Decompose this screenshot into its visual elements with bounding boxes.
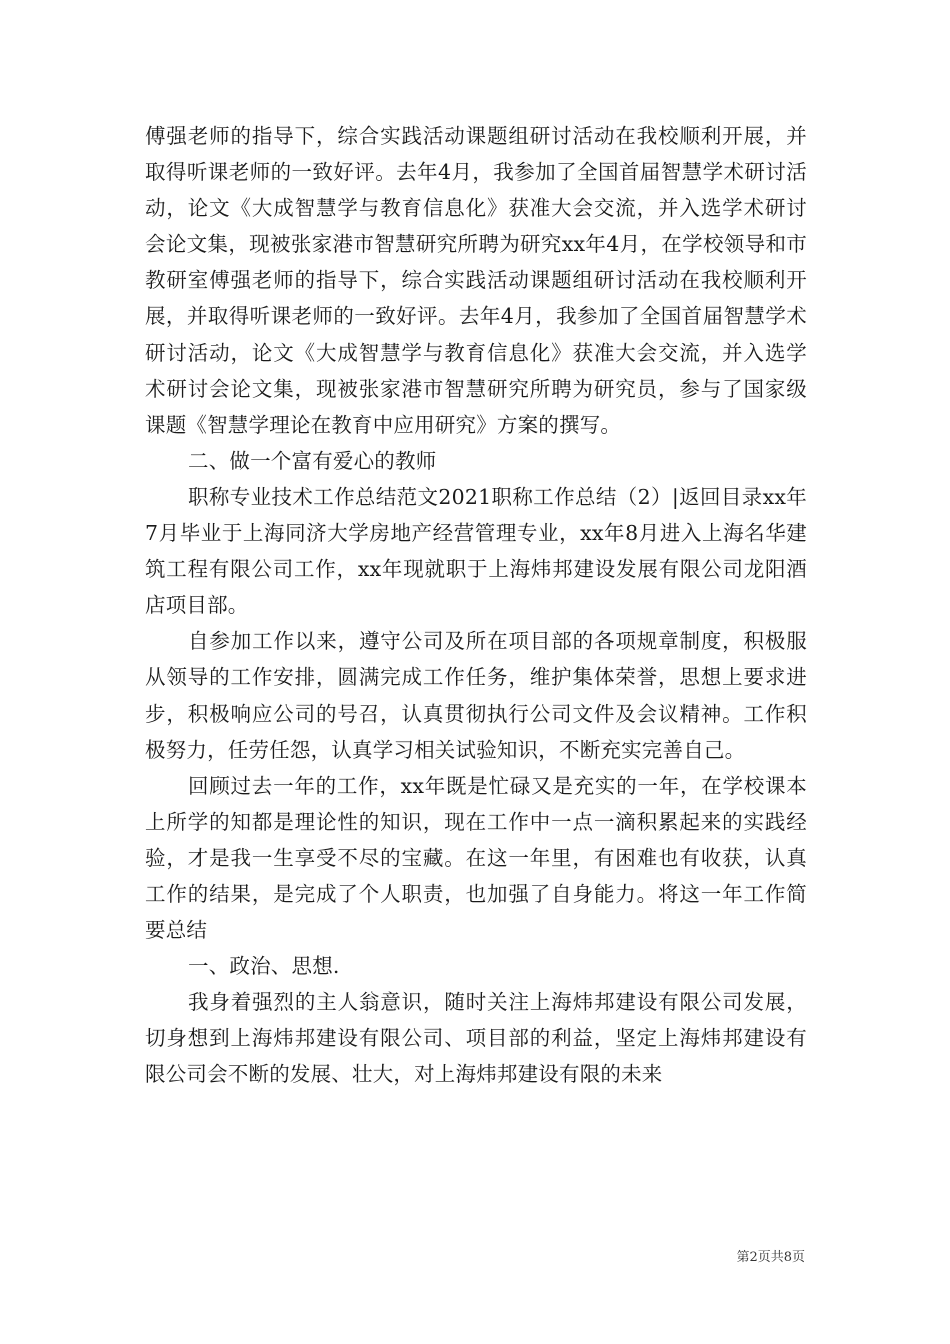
page-number: 第2页共8页	[736, 1250, 805, 1265]
document-body	[145, 118, 807, 1093]
paragraph-7: 我身着强烈的主人翁意识，随时关注上海炜邦建设有限公司发展，切身想到上海炜邦建设有限公司、项目部的利益，坚定上海炜邦建设有限公司会不断的发展、壮大，对上海炜邦建设有限的未来	[145, 990, 807, 1087]
paragraph-4: 自参加工作以来，遵守公司及所在项目部的各项规章制度，积极服从领导的工作安排，圆满完成工作任务，维护集体荣誉，思想上要求进步，积极响应公司的号召，认真贯彻执行公司文件及会议精神。工作积极努力，任劳任怨，认真学习相关试验知识，不断充实完善自己。	[145, 629, 807, 762]
paragraph-3: 职称专业技术工作总结范文2021职称工作总结（2）|返回目录xx年7月毕业于上海同济大学房地产经营管理专业，xx年8月进入上海名华建筑工程有限公司工作，xx年现就职于上海炜邦建设发展有限公司龙阳酒店项目部。	[145, 484, 807, 618]
section-heading-2: 二、做一个富有爱心的教师	[188, 448, 437, 473]
paragraph-5: 回顾过去一年的工作，xx年既是忙碌又是充实的一年，在学校课本上所学的知都是理论性的知识，现在工作中一点一滴积累起来的实践经验，才是我一生享受不尽的宝藏。在这一年里，有困难也有收获，认真工作的结果，是完成了个人职责，也加强了自身能力。将这一年工作简要总结	[145, 773, 807, 943]
section-heading-1: 一、政治、思想.	[188, 954, 340, 979]
paragraph-1: 傅强老师的指导下，综合实践活动课题组研讨活动在我校顺利开展，并取得听课老师的一致好评。去年4月，我参加了全国首届智慧学术研讨活动，论文《大成智慧学与教育信息化》获准大会交流，并入选学术研讨会论文集，现被张家港市智慧研究所聘为研究xx年4月，在学校领导和市教研室傅强老师的指导下，综合实践活动课题组研讨活动在我校顺利开展，并取得听课老师的一致好评。去年4月，我参加了全国首届智慧学术研讨活动，论文《大成智慧学与教育信息化》获准大会交流，并入选学术研讨会论文集，现被张家港市智慧研究所聘为研究员，参与了国家级课题《智慧学理论在教育中应用研究》方案的撰写。	[145, 124, 807, 437]
